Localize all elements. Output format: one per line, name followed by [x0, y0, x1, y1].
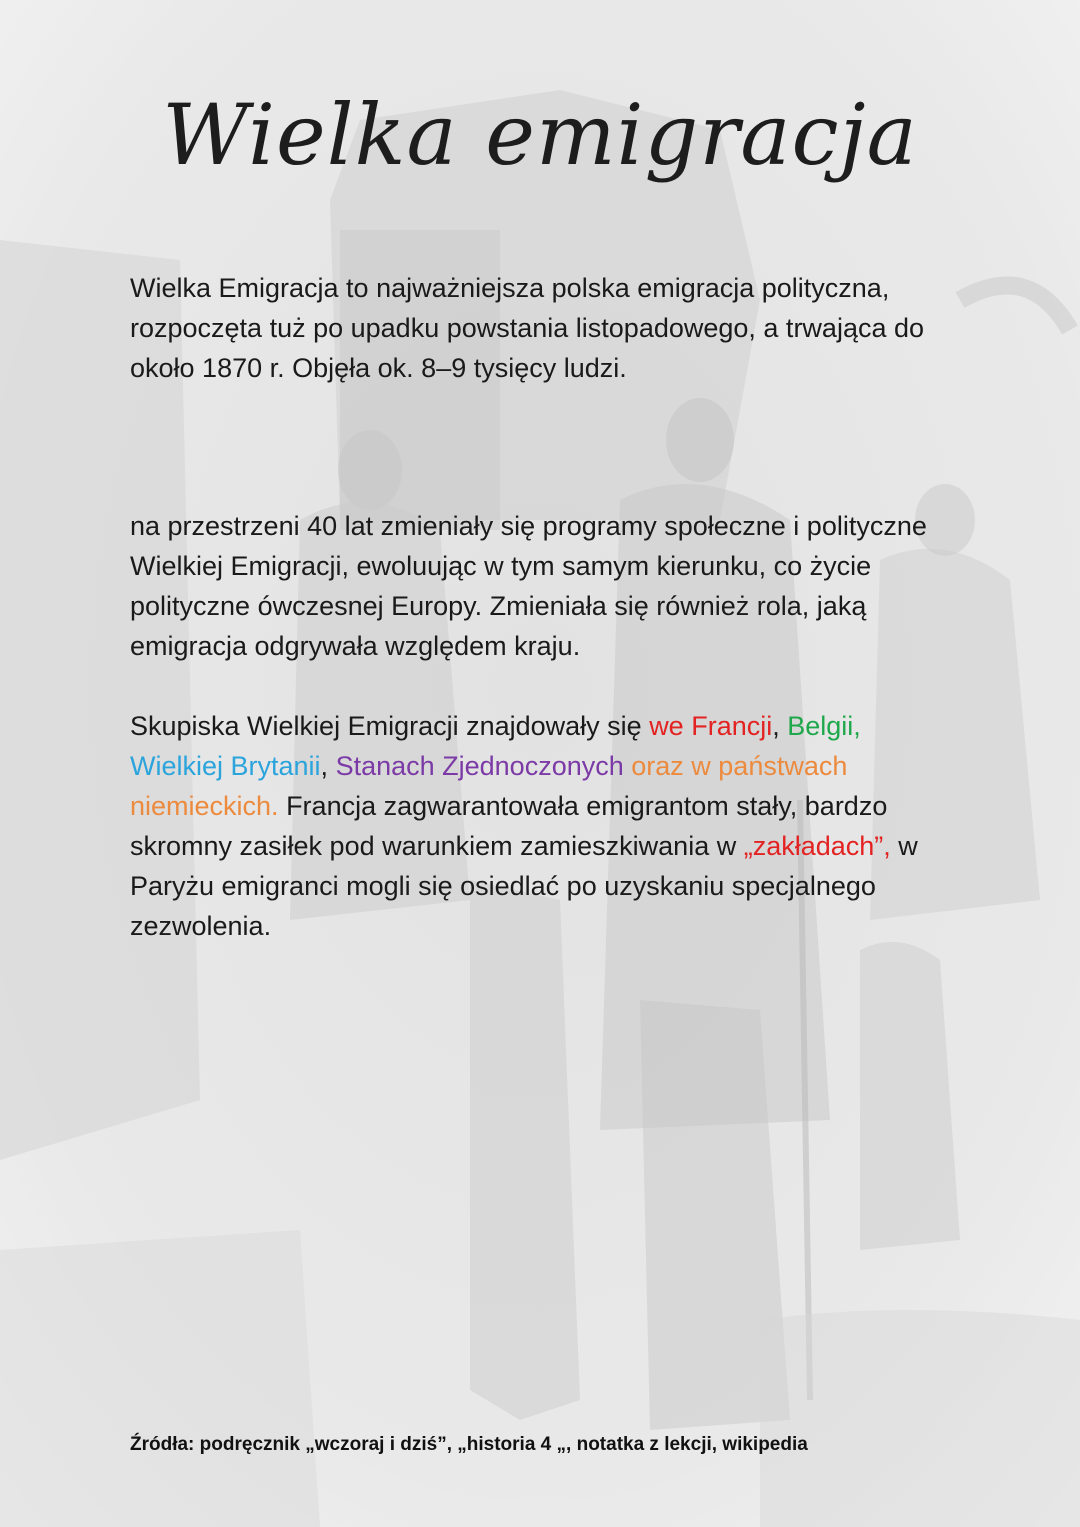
belgium-text: Belgii,	[787, 711, 861, 741]
page-title: Wielka emigracja	[162, 86, 918, 184]
germany-text: oraz w państwach niemieckich.	[130, 751, 848, 821]
usa-text: Stanach Zjednoczonych	[335, 751, 624, 781]
centers-paragraph	[130, 706, 960, 946]
centers-intro-text: Skupiska Wielkiej Emigracji znajdowały się	[130, 711, 650, 741]
sources-footer: Źródła: podręcznik „wczoraj i dziś”, „historia 4 „, notatka z lekcji, wikipedia	[130, 1434, 808, 1455]
paris-text: w Paryżu emigranci mogli się osiedlać po uzyskaniu specjalnego zezwolenia.	[130, 831, 918, 941]
zaklady-text: „zakładach”,	[743, 831, 891, 861]
separator-text: ,	[772, 711, 788, 741]
intro-paragraph: Wielka Emigracja to najważniejsza polska emigracja polityczna, rozpoczęta tuż po upadku powstania listopadowego, a trwająca do około 1870 r. Objęła ok. 8–9 tysięcy ludzi.	[130, 273, 925, 383]
separator-text: ,	[320, 751, 336, 781]
britain-text: Wielkiej Brytanii	[130, 751, 321, 781]
programs-paragraph: na przestrzeni 40 lat zmieniały się programy społeczne i polityczne Wielkiej Emigracji, ewoluując w tym samym kierunku, co życie polityczne ówczesnej Europy. Zmieniała się również rola, jaką emigracja odgrywała względem kraju.	[130, 511, 927, 661]
france-text: we Francji	[649, 711, 773, 741]
allowance-text: Francja zagwarantowała emigrantom stały, bardzo skromny zasiłek pod warunkiem zamieszkiwania w	[130, 791, 888, 861]
